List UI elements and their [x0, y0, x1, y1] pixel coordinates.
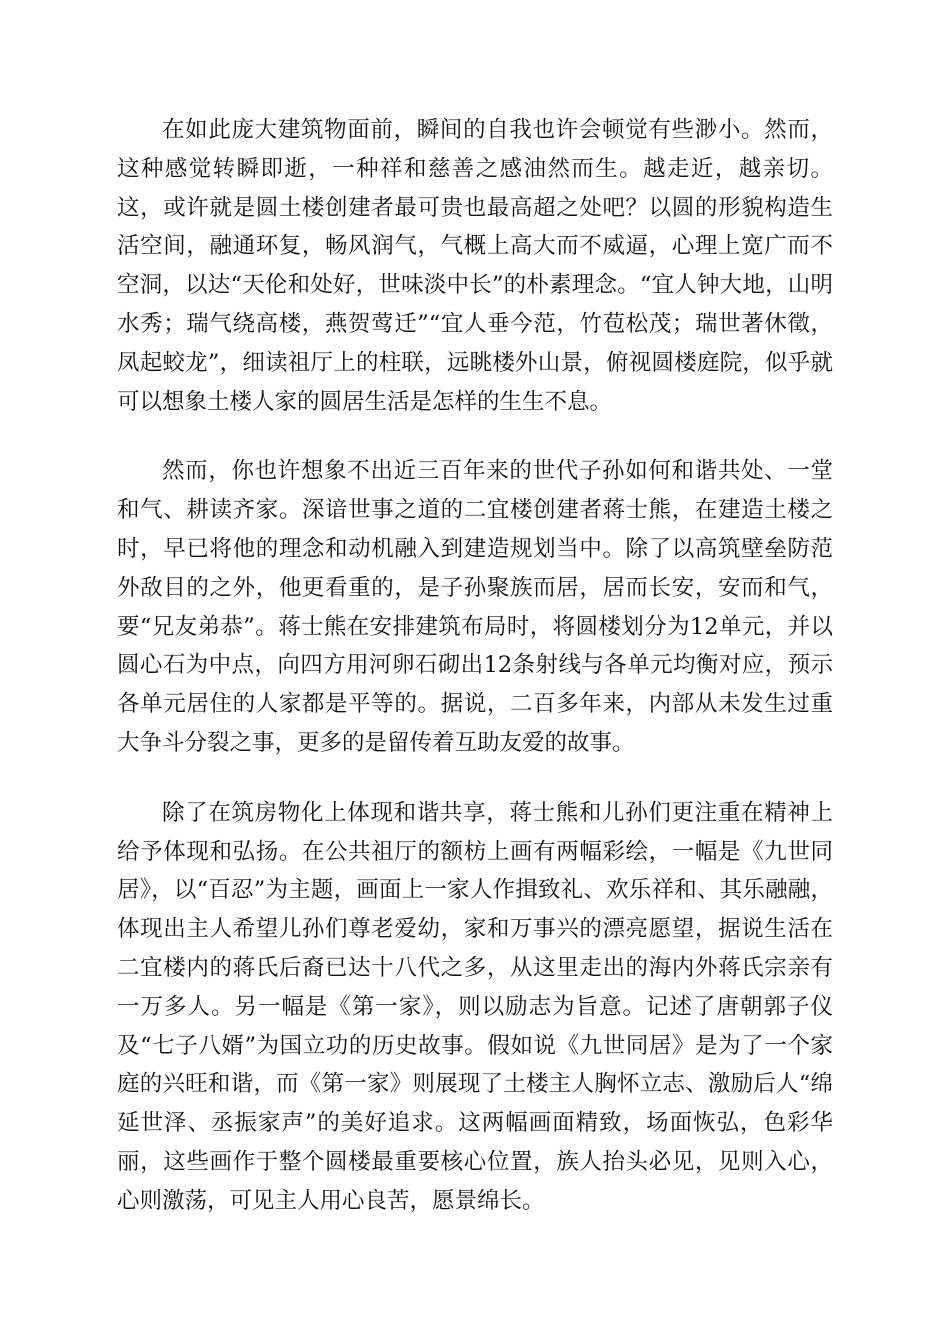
paragraph-2: 然而，你也许想象不出近三百年来的世代子孙如何和谐共处、一堂和气、耕读齐家。深谙世事之道的二宜楼创建者蒋士熊，在建造土楼之时，早已将他的理念和动机融入到建造规划当中。除了以高筑壁垒防范外敌目的之外，他更看重的，是子孙聚族而居，居而长安，安而和气，要“兄友弟恭”。蒋士熊在安排建筑布局时，将圆楼划分为12单元，并以圆心石为中点，向四方用河卵石砌出12条射线与各单元均衡对应，预示各单元居住的人家都是平等的。据说，二百多年来，内部从未发生过重大争斗分裂之事，更多的是留传着互助友爱的故事。 [117, 458, 833, 756]
document-page [117, 111, 833, 1252]
paragraph-3: 除了在筑房物化上体现和谐共享，蒋士熊和儿孙们更注重在精神上给予体现和弘扬。在公共祖厅的额枋上画有两幅彩绘，一幅是《九世同居》，以“百忍”为主题，画面上一家人作揖致礼、欢乐祥和、其乐融融，体现出主人希望儿孙们尊老爱幼，家和万事兴的漂亮愿望，据说生活在二宜楼内的蒋氏后裔已达十八代之多，从这里走出的海内外蒋氏宗亲有一万多人。另一幅是《第一家》，则以励志为旨意。记述了唐朝郭子仪及“七子八婿”为国立功的历史故事。假如说《九世同居》是为了一个家庭的兴旺和谐，而《第一家》则展现了土楼主人胸怀立志、激励后人“绵延世泽、丞振家声”的美好追求。这两幅画面精致，场面恢弘，色彩华丽，这些画作于整个圆楼最重要核心位置，族人抬头必见，见则入心，心则激荡，可见主人用心良苦，愿景绵长。 [117, 799, 833, 1214]
paragraph-1: 在如此庞大建筑物面前，瞬间的自我也许会顿觉有些渺小。然而，这种感觉转瞬即逝，一种祥和慈善之感油然而生。越走近，越亲切。这，或许就是圆土楼创建者最可贵也最高超之处吧？以圆的形貌构造生活空间，融通环复，畅风润气，气概上高大而不威逼，心理上宽广而不空洞，以达“天伦和处好，世味淡中长”的朴素理念。“宜人钟大地，山明水秀；瑞气绕高楼，燕贺莺迁”“宜人垂今范，竹苞松茂；瑞世著休徵，凤起蛟龙”，细读祖厅上的柱联，远眺楼外山景，俯视圆楼庭院，似乎就可以想象土楼人家的圆居生活是怎样的生生不息。 [117, 117, 833, 415]
